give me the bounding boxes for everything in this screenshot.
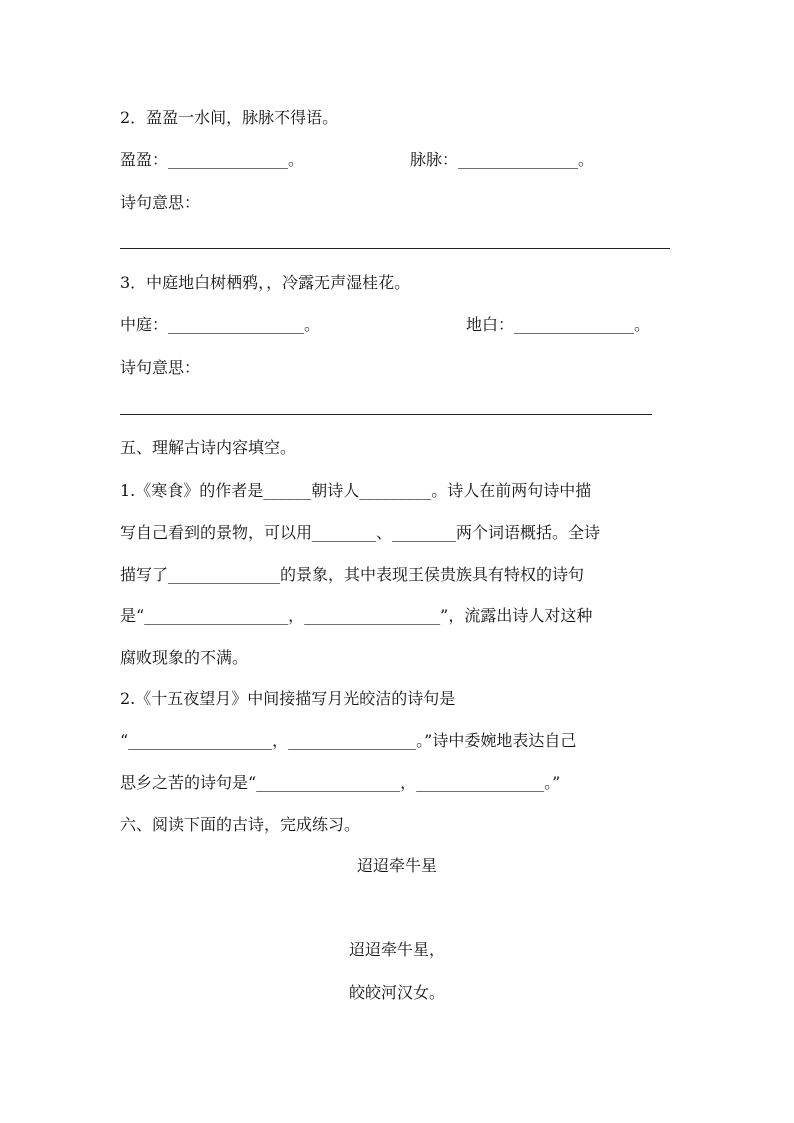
q3-meaning-label: 诗句意思：: [120, 358, 201, 377]
section5-q1-line[interactable]: 写自己看到的景物，可以用________、________两个词语概括。全诗: [120, 523, 601, 542]
q2-term2-blank[interactable]: 脉脉：_______________。: [410, 150, 595, 169]
section5-q2-line[interactable]: “__________________，________________。”诗中委婉地表达自己: [120, 731, 577, 750]
poem-line: 皎皎河汉女。: [348, 983, 445, 1002]
q2-sentence: 2．盈盈一水间，脉脉不得语。: [120, 108, 339, 127]
section5-q1-line: 腐败现象的不满。: [120, 648, 249, 667]
q3-meaning-answer-line[interactable]: [120, 414, 652, 415]
poem-title: 迢迢牵牛星: [356, 856, 437, 875]
section5-q2-line[interactable]: 思乡之苦的诗句是“__________________，________________。”: [120, 773, 561, 792]
q3-sentence: 3．中庭地白树栖鸦，，冷露无声湿桂花。: [120, 273, 411, 292]
q2-term1-blank[interactable]: 盈盈：_______________。: [120, 150, 305, 169]
section5-q2-line: 2.《十五夜望月》中间接描写月光皎洁的诗句是: [120, 689, 456, 708]
q3-term1-blank[interactable]: 中庭：_________________。: [120, 315, 321, 334]
section5-q1-line[interactable]: 1.《寒食》的作者是______朝诗人_________。诗人在前两句诗中描: [120, 481, 592, 500]
section5-heading: 五、理解古诗内容填空。: [120, 438, 297, 457]
q2-meaning-answer-line[interactable]: [120, 248, 670, 249]
poem-line: 迢迢牵牛星，: [348, 940, 445, 959]
section6-heading: 六、阅读下面的古诗，完成练习。: [120, 815, 361, 834]
q2-meaning-label: 诗句意思：: [120, 193, 201, 212]
q3-term2-blank[interactable]: 地白：_______________。: [466, 315, 651, 334]
section5-q1-line[interactable]: 描写了______________的景象，其中表现王侯贵族具有特权的诗句: [120, 565, 585, 584]
section5-q1-line[interactable]: 是“__________________，_________________”，流露出诗人对这种: [120, 606, 593, 625]
